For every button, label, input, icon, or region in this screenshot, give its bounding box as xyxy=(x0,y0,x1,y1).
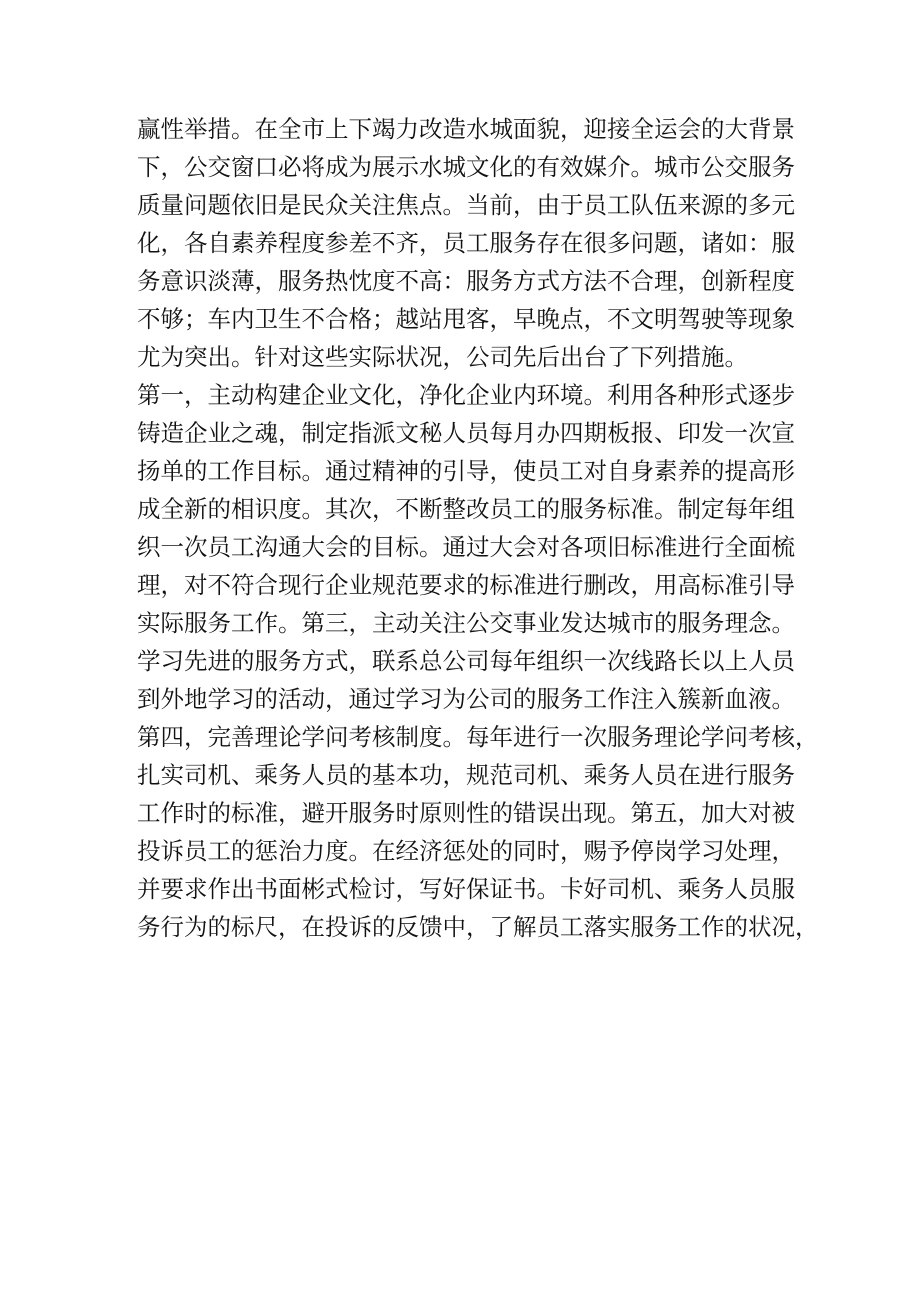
text-line: 成全新的相识度。其次，不断整改员工的服务标准。制定每年组 xyxy=(137,495,795,523)
text-line: 质量问题依旧是民众关注焦点。当前，由于员工队伍来源的多元 xyxy=(137,191,795,219)
text-line: 务行为的标尺，在投诉的反馈中，了解员工落实服务工作的状况， xyxy=(137,913,819,941)
text-line: 并要求作出书面彬式检讨，写好保证书。卡好司机、乘务人员服 xyxy=(137,875,795,903)
text-line: 下，公交窗口必将成为展示水城文化的有效媒介。城市公交服务 xyxy=(137,153,795,181)
text-line: 铸造企业之魂，制定指派文秘人员每月办四期板报、印发一次宣 xyxy=(137,419,795,447)
text-line: 扬单的工作目标。通过精神的引导，使员工对自身素养的提高形 xyxy=(137,457,795,485)
body-text xyxy=(137,110,819,946)
text-line: 不够；车内卫生不合格；越站甩客，早晚点，不文明驾驶等现象 xyxy=(137,305,795,333)
text-line: 务意识淡薄，服务热忱度不高：服务方式方法不合理，创新程度 xyxy=(137,267,795,295)
text-line: 投诉员工的惩治力度。在经济惩处的同时，赐予停岗学习处理， xyxy=(137,837,795,865)
text-line: 织一次员工沟通大会的目标。通过大会对各项旧标准进行全面梳 xyxy=(137,533,795,561)
text-line: 工作时的标准，避开服务时原则性的错误出现。第五，加大对被 xyxy=(137,799,795,827)
text-line: 赢性举措。在全市上下竭力改造水城面貌，迎接全运会的大背景 xyxy=(137,115,795,143)
text-line: 第一，主动构建企业文化，净化企业内环境。利用各种形式逐步 xyxy=(137,381,795,409)
text-line: 第四，完善理论学问考核制度。每年进行一次服务理论学问考核， xyxy=(137,723,819,751)
text-line: 化，各自素养程度参差不齐，员工服务存在很多问题，诸如：服 xyxy=(137,229,795,257)
text-line: 学习先进的服务方式，联系总公司每年组织一次线路长以上人员 xyxy=(137,647,795,675)
text-line: 到外地学习的活动，通过学习为公司的服务工作注入簇新血液。 xyxy=(137,685,795,713)
text-line: 实际服务工作。第三，主动关注公交事业发达城市的服务理念。 xyxy=(137,609,795,637)
text-line: 理，对不符合现行企业规范要求的标准进行删改，用高标准引导 xyxy=(137,571,795,599)
text-line: 扎实司机、乘务人员的基本功，规范司机、乘务人员在进行服务 xyxy=(137,761,795,789)
text-line: 尤为突出。针对这些实际状况，公司先后出台了下列措施。 xyxy=(137,343,748,371)
